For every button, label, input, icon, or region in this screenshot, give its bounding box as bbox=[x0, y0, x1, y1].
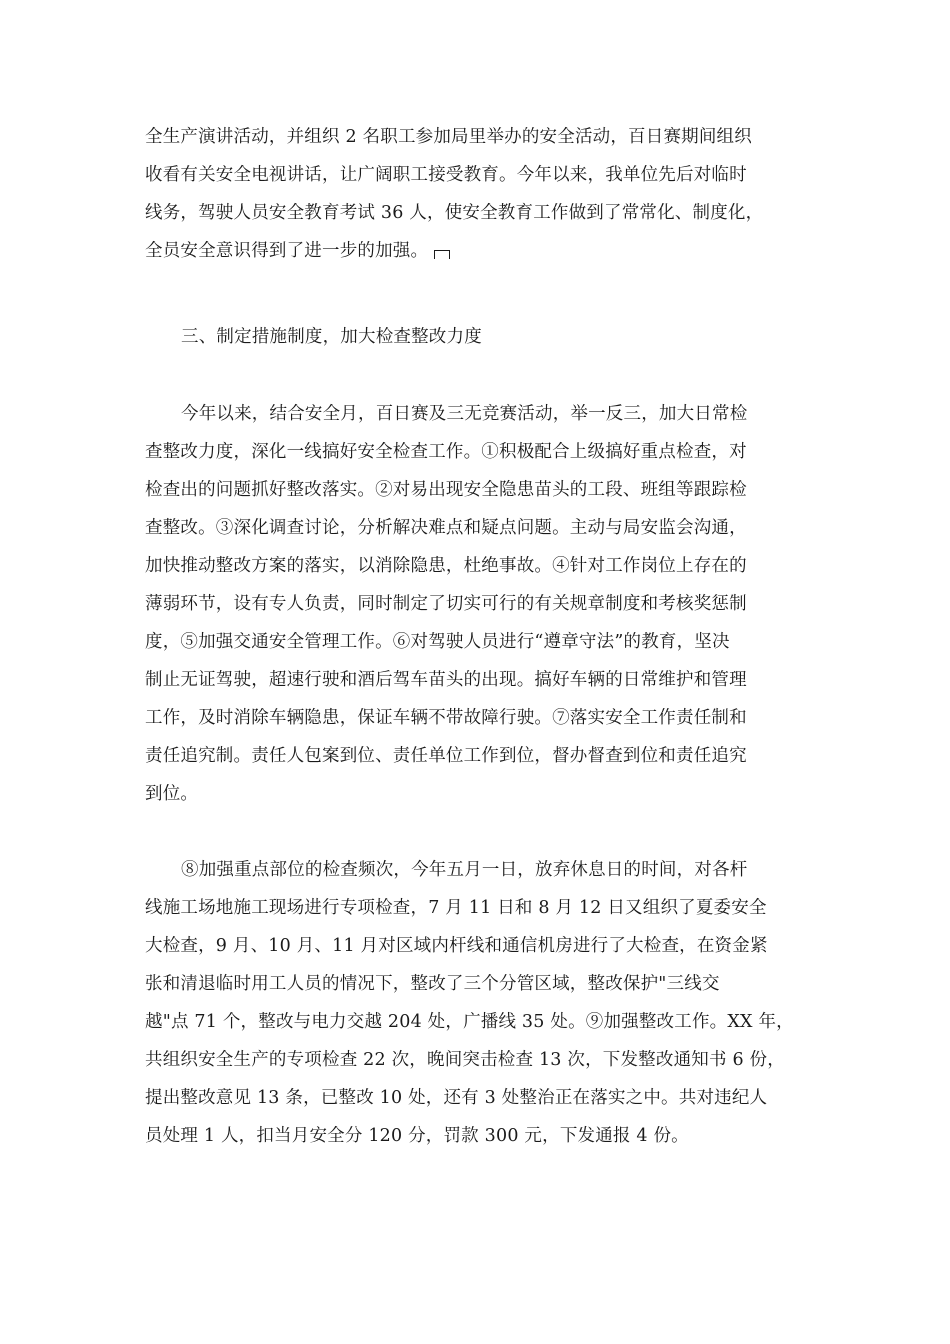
text-line: 工作，及时消除车辆隐患，保证车辆不带故障行驶。⑦落实安全工作责任制和 bbox=[145, 708, 747, 728]
text-line: 共组织安全生产的专项检查 22 次，晚间突击检查 13 次，下发整改通知书 6 份， bbox=[145, 1050, 785, 1070]
text-line: 收看有关安全电视讲话，让广阔职工接受教育。今年以来，我单位先后对临时 bbox=[145, 165, 747, 185]
text-line: ⑧加强重点部位的检查频次，今年五月一日，放弃休息日的时间，对各杆 bbox=[181, 860, 748, 880]
section-heading bbox=[145, 318, 841, 356]
text-line: 线施工场地施工现场进行专项检查，7 月 11 日和 8 月 12 日又组织了夏委安全 bbox=[145, 898, 767, 918]
paragraph-key-inspections bbox=[145, 851, 805, 1155]
text-line-content: 全员安全意识得到了进一步的加强。 bbox=[145, 241, 429, 261]
text-line: 今年以来，结合安全月，百日赛及三无竞赛活动，举一反三，加大日常检 bbox=[181, 404, 748, 424]
section-heading-text: 三、制定措施制度，加大检查整改力度 bbox=[181, 327, 482, 347]
text-line: 线务，驾驶人员安全教育考试 36 人，使安全教育工作做到了常常化、制度化， bbox=[145, 203, 764, 223]
text-line: 薄弱环节，设有专人负责，同时制定了切实可行的有关规章制度和考核奖惩制 bbox=[145, 594, 747, 614]
text-line: 制止无证驾驶，超速行驶和酒后驾车苗头的出现。搞好车辆的日常维护和管理 bbox=[145, 670, 747, 690]
text-line: 大检查，9 月、10 月、11 月对区域内杆线和通信机房进行了大检查，在资金紧 bbox=[145, 936, 768, 956]
text-line: 提出整改意见 13 条，已整改 10 处，还有 3 处整治正在落实之中。共对违纪人 bbox=[145, 1088, 768, 1108]
paragraph-safety-education bbox=[145, 118, 805, 270]
text-line-last bbox=[145, 232, 805, 270]
text-line: 责任追究制。责任人包案到位、责任单位工作到位，督办督查到位和责任追究 bbox=[145, 746, 747, 766]
text-line: 检查出的问题抓好整改落实。②对易出现安全隐患苗头的工段、班组等跟踪检 bbox=[145, 480, 747, 500]
text-line: 全生产演讲活动，并组织 2 名职工参加局里举办的安全活动，百日赛期间组织 bbox=[145, 127, 752, 147]
text-line: 到位。 bbox=[145, 784, 199, 804]
text-line: 张和清退临时用工人员的情况下，整改了三个分管区域，整改保护"三线交 bbox=[145, 974, 720, 994]
text-line: 员处理 1 人，扣当月安全分 120 分，罚款 300 元，下发通报 4 份。 bbox=[145, 1126, 689, 1146]
text-line: 度，⑤加强交通安全管理工作。⑥对驾驶人员进行“遵章守法”的教育，坚决 bbox=[145, 632, 730, 652]
text-line: 加快推动整改方案的落实，以消除隐患，杜绝事故。④针对工作岗位上存在的 bbox=[145, 556, 747, 576]
text-line: 越"点 71 个，整改与电力交越 204 处，广播线 35 处。⑨加强整改工作。XX 年， bbox=[145, 1012, 794, 1032]
paragraph-inspection-measures bbox=[145, 395, 805, 813]
paragraph-mark-icon bbox=[434, 250, 450, 259]
text-line: 查整改。③深化调查讨论，分析解决难点和疑点问题。主动与局安监会沟通， bbox=[145, 518, 747, 538]
text-line: 查整改力度，深化一线搞好安全检查工作。①积极配合上级搞好重点检查，对 bbox=[145, 442, 747, 462]
